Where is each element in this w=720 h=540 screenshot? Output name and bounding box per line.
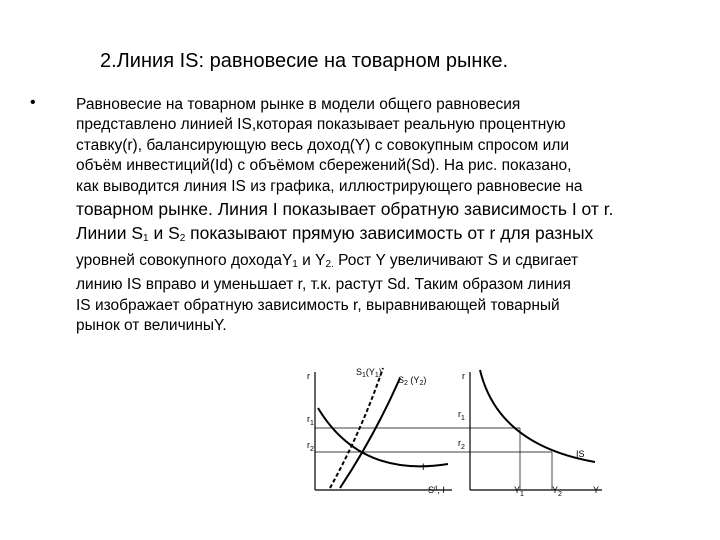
bullet-marker: • (30, 94, 36, 111)
y1-label: $Y_1$ (514, 485, 524, 498)
body-paragraph (76, 95, 701, 337)
body-line: объём инвестиций(Id) с объёмом сбережений(Sd). На рис. показано, (76, 157, 572, 175)
body-line: Равновесие на товарном рынке в модели общего равновесия (76, 96, 521, 113)
left-r1-label: $r_1$ (307, 414, 314, 427)
left-x-axis-label: $S^d$, I (428, 485, 445, 495)
s2-label: $S_2$ $(Y_2)$ (398, 375, 427, 387)
slide-title: 2.Линия IS: равновесие на товарном рынке. (100, 50, 509, 72)
body-line: товарном рынке. Линия I показывает обратную зависимость I от r. (76, 199, 614, 220)
body-line: рынок от величиныY. (76, 317, 227, 335)
body-line: IS изображает обратную зависимость r, выравнивающей товарный (76, 296, 560, 314)
body-line: Линии $S_1$ и $S_2$ показывают прямую зависимость от r для разных (76, 223, 594, 245)
investment-label: I (422, 462, 425, 472)
left-r-axis-label: r (307, 371, 310, 381)
is-label: IS (576, 449, 585, 459)
body-line: как выводится линия IS из графика, иллюстрирующего равновесие на (76, 177, 583, 195)
right-x-axis-label: Y (593, 485, 600, 495)
investment-curve (318, 408, 448, 466)
body-line: линию IS вправо и уменьшает r, т.к. растут Sd. Таким образом линия (76, 276, 571, 294)
s1-label: $S_1(Y_1)$ (356, 367, 382, 379)
right-r2-label: $r_2$ (458, 438, 465, 451)
right-r1-label: $r_1$ (458, 409, 465, 422)
body-line: представлено линией IS,которая показывает реальную процентную (76, 116, 566, 134)
s2-curve (340, 378, 400, 488)
body-line: ставку(r), балансирующую весь доход(Y) с совокупным спросом или (76, 136, 570, 154)
y2-label: $Y_2$ (552, 485, 562, 498)
left-r2-label: $r_2$ (307, 440, 314, 453)
body-line: уровней совокупного доходаY$_1$ и $Y_{2.}$ Рост Y увеличивают S и сдвигает (76, 252, 579, 271)
right-r-axis-label: r (462, 371, 465, 381)
is-derivation-figure (290, 360, 620, 500)
